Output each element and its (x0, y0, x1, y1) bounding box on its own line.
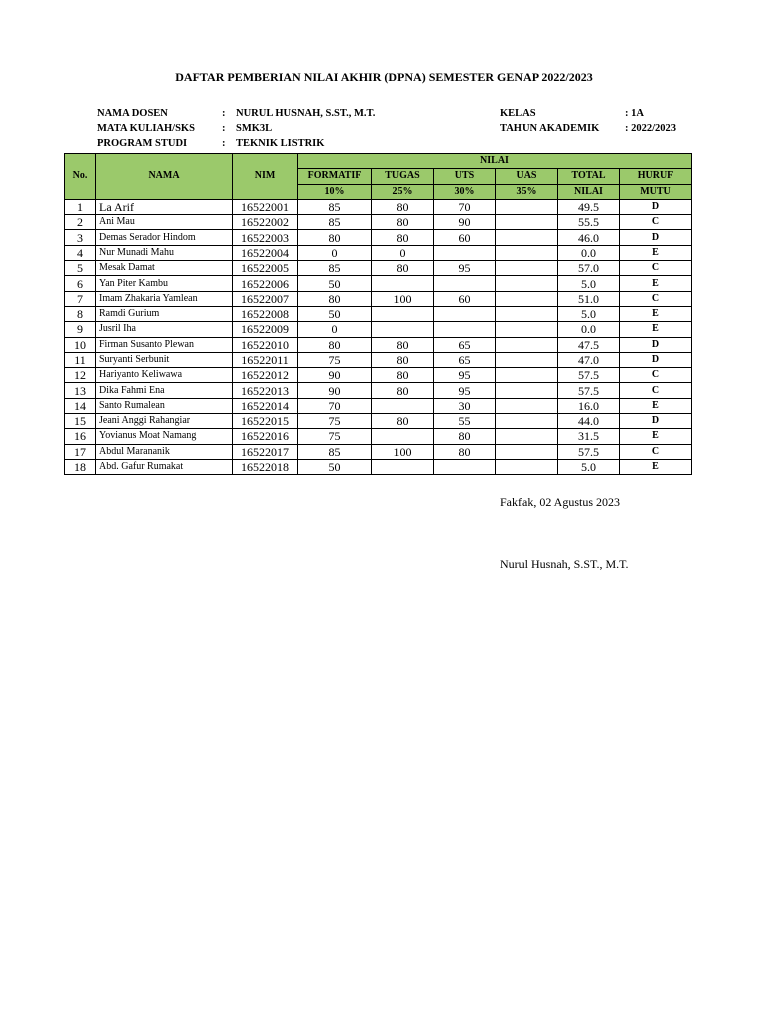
cell-formatif: 85 (298, 215, 372, 230)
table-row (65, 322, 692, 337)
cell-uas (496, 199, 558, 214)
cell-huruf: C (620, 215, 692, 230)
cell-nim: 16522009 (233, 322, 298, 337)
cell-huruf: E (620, 398, 692, 413)
cell-tugas (372, 459, 434, 474)
info-value-mata-kuliah: SMK3L (236, 123, 273, 134)
info-value-kelas: : 1A (625, 108, 644, 119)
cell-nama: Demas Serador Hindom (96, 230, 233, 245)
cell-uts: 80 (434, 444, 496, 459)
cell-uas (496, 444, 558, 459)
cell-no: 14 (65, 398, 96, 413)
cell-total: 49.5 (558, 199, 620, 214)
cell-uts: 65 (434, 337, 496, 352)
cell-uas (496, 230, 558, 245)
table-row (65, 429, 692, 444)
cell-total: 5.0 (558, 306, 620, 321)
info-sep: : (222, 123, 226, 134)
header-no: No. (65, 154, 96, 200)
cell-total: 16.0 (558, 398, 620, 413)
cell-formatif: 0 (298, 245, 372, 260)
cell-nama: Abdul Marananik (96, 444, 233, 459)
cell-total: 57.5 (558, 444, 620, 459)
cell-no: 4 (65, 245, 96, 260)
cell-uas (496, 337, 558, 352)
cell-nama: Firman Susanto Plewan (96, 337, 233, 352)
info-right (500, 108, 700, 140)
info-value-nama-dosen: NURUL HUSNAH, S.ST., M.T. (236, 108, 376, 119)
cell-nama: Dika Fahmi Ena (96, 383, 233, 398)
cell-formatif: 80 (298, 291, 372, 306)
header-uts-pct: 30% (434, 184, 496, 199)
cell-nim: 16522017 (233, 444, 298, 459)
table-row (65, 352, 692, 367)
cell-no: 5 (65, 261, 96, 276)
table-row (65, 383, 692, 398)
cell-nama: Ramdi Gurium (96, 306, 233, 321)
cell-huruf: C (620, 368, 692, 383)
cell-tugas: 100 (372, 444, 434, 459)
cell-uts: 95 (434, 383, 496, 398)
table-row (65, 230, 692, 245)
cell-nim: 16522018 (233, 459, 298, 474)
cell-uas (496, 245, 558, 260)
cell-nim: 16522016 (233, 429, 298, 444)
cell-nim: 16522001 (233, 199, 298, 214)
grades-body (65, 199, 692, 474)
info-label-mata-kuliah: MATA KULIAH/SKS (97, 123, 195, 134)
cell-uas (496, 398, 558, 413)
cell-huruf: E (620, 276, 692, 291)
cell-formatif: 50 (298, 306, 372, 321)
cell-no: 18 (65, 459, 96, 474)
cell-tugas: 80 (372, 215, 434, 230)
header-formatif: FORMATIF (298, 169, 372, 184)
cell-no: 16 (65, 429, 96, 444)
cell-uas (496, 368, 558, 383)
cell-nim: 16522012 (233, 368, 298, 383)
cell-uas (496, 276, 558, 291)
cell-nama: Suryanti Serbunit (96, 352, 233, 367)
cell-uts: 60 (434, 291, 496, 306)
cell-nim: 16522006 (233, 276, 298, 291)
cell-total: 57.5 (558, 368, 620, 383)
cell-uas (496, 215, 558, 230)
cell-huruf: E (620, 459, 692, 474)
cell-uts: 95 (434, 368, 496, 383)
cell-formatif: 80 (298, 337, 372, 352)
cell-formatif: 50 (298, 276, 372, 291)
document-title: DAFTAR PEMBERIAN NILAI AKHIR (DPNA) SEMESTER GENAP 2022/2023 (175, 70, 593, 84)
grades-table (64, 153, 692, 475)
table-row (65, 276, 692, 291)
cell-formatif: 50 (298, 459, 372, 474)
info-value-program-studi: TEKNIK LISTRIK (236, 138, 325, 149)
table-row (65, 459, 692, 474)
cell-uts: 60 (434, 230, 496, 245)
header-nim: NIM (233, 154, 298, 200)
cell-no: 17 (65, 444, 96, 459)
cell-uas (496, 306, 558, 321)
cell-no: 8 (65, 306, 96, 321)
cell-uas (496, 261, 558, 276)
cell-tugas: 80 (372, 414, 434, 429)
cell-no: 12 (65, 368, 96, 383)
cell-formatif: 75 (298, 352, 372, 367)
header-nama: NAMA (96, 154, 233, 200)
table-row (65, 337, 692, 352)
cell-uts: 55 (434, 414, 496, 429)
header-tugas-pct: 25% (372, 184, 434, 199)
cell-nim: 16522008 (233, 306, 298, 321)
info-left (97, 108, 397, 156)
cell-nama: Nur Munadi Mahu (96, 245, 233, 260)
cell-no: 9 (65, 322, 96, 337)
cell-huruf: D (620, 230, 692, 245)
cell-nama: Abd. Gafur Rumakat (96, 459, 233, 474)
info-label-nama-dosen: NAMA DOSEN (97, 108, 168, 119)
cell-tugas: 80 (372, 352, 434, 367)
table-row (65, 245, 692, 260)
cell-huruf: D (620, 352, 692, 367)
cell-formatif: 90 (298, 383, 372, 398)
header-tugas: TUGAS (372, 169, 434, 184)
cell-huruf: C (620, 261, 692, 276)
cell-nim: 16522003 (233, 230, 298, 245)
header-formatif-pct: 10% (298, 184, 372, 199)
cell-formatif: 85 (298, 261, 372, 276)
cell-formatif: 85 (298, 444, 372, 459)
cell-huruf: D (620, 337, 692, 352)
cell-total: 47.0 (558, 352, 620, 367)
cell-nim: 16522011 (233, 352, 298, 367)
cell-huruf: D (620, 414, 692, 429)
cell-huruf: D (620, 199, 692, 214)
cell-nama: Yan Piter Kambu (96, 276, 233, 291)
cell-total: 5.0 (558, 276, 620, 291)
cell-nama: Yovianus Moat Namang (96, 429, 233, 444)
cell-total: 51.0 (558, 291, 620, 306)
table-row (65, 215, 692, 230)
cell-no: 13 (65, 383, 96, 398)
cell-total: 47.5 (558, 337, 620, 352)
cell-uas (496, 291, 558, 306)
cell-nim: 16522007 (233, 291, 298, 306)
cell-huruf: C (620, 383, 692, 398)
cell-nama: La Arif (96, 199, 233, 214)
cell-huruf: E (620, 306, 692, 321)
cell-total: 5.0 (558, 459, 620, 474)
cell-nim: 16522002 (233, 215, 298, 230)
cell-huruf: E (620, 429, 692, 444)
cell-formatif: 70 (298, 398, 372, 413)
cell-uts: 70 (434, 199, 496, 214)
header-uas-pct: 35% (496, 184, 558, 199)
cell-uts: 90 (434, 215, 496, 230)
header-huruf-sub: MUTU (620, 184, 692, 199)
cell-total: 0.0 (558, 245, 620, 260)
cell-total: 44.0 (558, 414, 620, 429)
cell-nama: Mesak Damat (96, 261, 233, 276)
cell-tugas: 0 (372, 245, 434, 260)
cell-no: 3 (65, 230, 96, 245)
place-date: Fakfak, 02 Agustus 2023 (500, 495, 620, 509)
cell-tugas: 100 (372, 291, 434, 306)
cell-uts: 65 (434, 352, 496, 367)
cell-formatif: 90 (298, 368, 372, 383)
cell-formatif: 0 (298, 322, 372, 337)
cell-no: 10 (65, 337, 96, 352)
cell-formatif: 80 (298, 230, 372, 245)
table-row (65, 199, 692, 214)
cell-nim: 16522005 (233, 261, 298, 276)
cell-uas (496, 383, 558, 398)
cell-nim: 16522014 (233, 398, 298, 413)
cell-tugas: 80 (372, 199, 434, 214)
cell-uts (434, 276, 496, 291)
cell-nama: Jusril Iha (96, 322, 233, 337)
table-row (65, 444, 692, 459)
info-sep: : (222, 138, 226, 149)
info-value-tahun-akademik: : 2022/2023 (625, 123, 677, 134)
table-row (65, 261, 692, 276)
cell-total: 46.0 (558, 230, 620, 245)
cell-huruf: E (620, 245, 692, 260)
header-total-sub: NILAI (558, 184, 620, 199)
cell-tugas (372, 276, 434, 291)
info-label-program-studi: PROGRAM STUDI (97, 138, 188, 149)
cell-nim: 16522004 (233, 245, 298, 260)
cell-no: 15 (65, 414, 96, 429)
header-total: TOTAL (558, 169, 620, 184)
cell-huruf: C (620, 291, 692, 306)
cell-formatif: 85 (298, 199, 372, 214)
cell-huruf: C (620, 444, 692, 459)
table-row (65, 414, 692, 429)
cell-total: 55.5 (558, 215, 620, 230)
cell-nama: Jeani Anggi Rahangiar (96, 414, 233, 429)
cell-tugas: 80 (372, 383, 434, 398)
cell-huruf: E (620, 322, 692, 337)
cell-tugas: 80 (372, 337, 434, 352)
cell-nim: 16522013 (233, 383, 298, 398)
cell-total: 57.0 (558, 261, 620, 276)
cell-tugas (372, 306, 434, 321)
cell-no: 7 (65, 291, 96, 306)
header-huruf: HURUF (620, 169, 692, 184)
cell-tugas: 80 (372, 368, 434, 383)
info-sep: : (222, 108, 226, 119)
cell-uts: 30 (434, 398, 496, 413)
table-row (65, 291, 692, 306)
cell-total: 0.0 (558, 322, 620, 337)
cell-uas (496, 414, 558, 429)
table-row (65, 306, 692, 321)
info-label-kelas: KELAS (500, 108, 536, 119)
cell-tugas (372, 429, 434, 444)
cell-no: 6 (65, 276, 96, 291)
header-uas: UAS (496, 169, 558, 184)
cell-nama: Ani Mau (96, 215, 233, 230)
cell-formatif: 75 (298, 414, 372, 429)
cell-uas (496, 322, 558, 337)
cell-uts: 80 (434, 429, 496, 444)
cell-nama: Santo Rumalean (96, 398, 233, 413)
cell-total: 57.5 (558, 383, 620, 398)
cell-nama: Imam Zhakaria Yamlean (96, 291, 233, 306)
cell-uts (434, 306, 496, 321)
cell-uts (434, 245, 496, 260)
header-uts: UTS (434, 169, 496, 184)
table-row (65, 398, 692, 413)
cell-tugas: 80 (372, 261, 434, 276)
cell-uts (434, 322, 496, 337)
cell-formatif: 75 (298, 429, 372, 444)
cell-tugas (372, 322, 434, 337)
cell-uts: 95 (434, 261, 496, 276)
cell-no: 1 (65, 199, 96, 214)
info-label-tahun-akademik: TAHUN AKADEMIK (500, 123, 600, 134)
cell-tugas: 80 (372, 230, 434, 245)
cell-tugas (372, 398, 434, 413)
cell-uas (496, 459, 558, 474)
signatory-name: Nurul Husnah, S.ST., M.T. (500, 557, 629, 571)
cell-uas (496, 429, 558, 444)
cell-uas (496, 352, 558, 367)
cell-uts (434, 459, 496, 474)
table-row (65, 368, 692, 383)
cell-nama: Hariyanto Keliwawa (96, 368, 233, 383)
header-nilai: NILAI (298, 154, 692, 169)
cell-nim: 16522010 (233, 337, 298, 352)
cell-no: 11 (65, 352, 96, 367)
cell-no: 2 (65, 215, 96, 230)
cell-nim: 16522015 (233, 414, 298, 429)
cell-total: 31.5 (558, 429, 620, 444)
